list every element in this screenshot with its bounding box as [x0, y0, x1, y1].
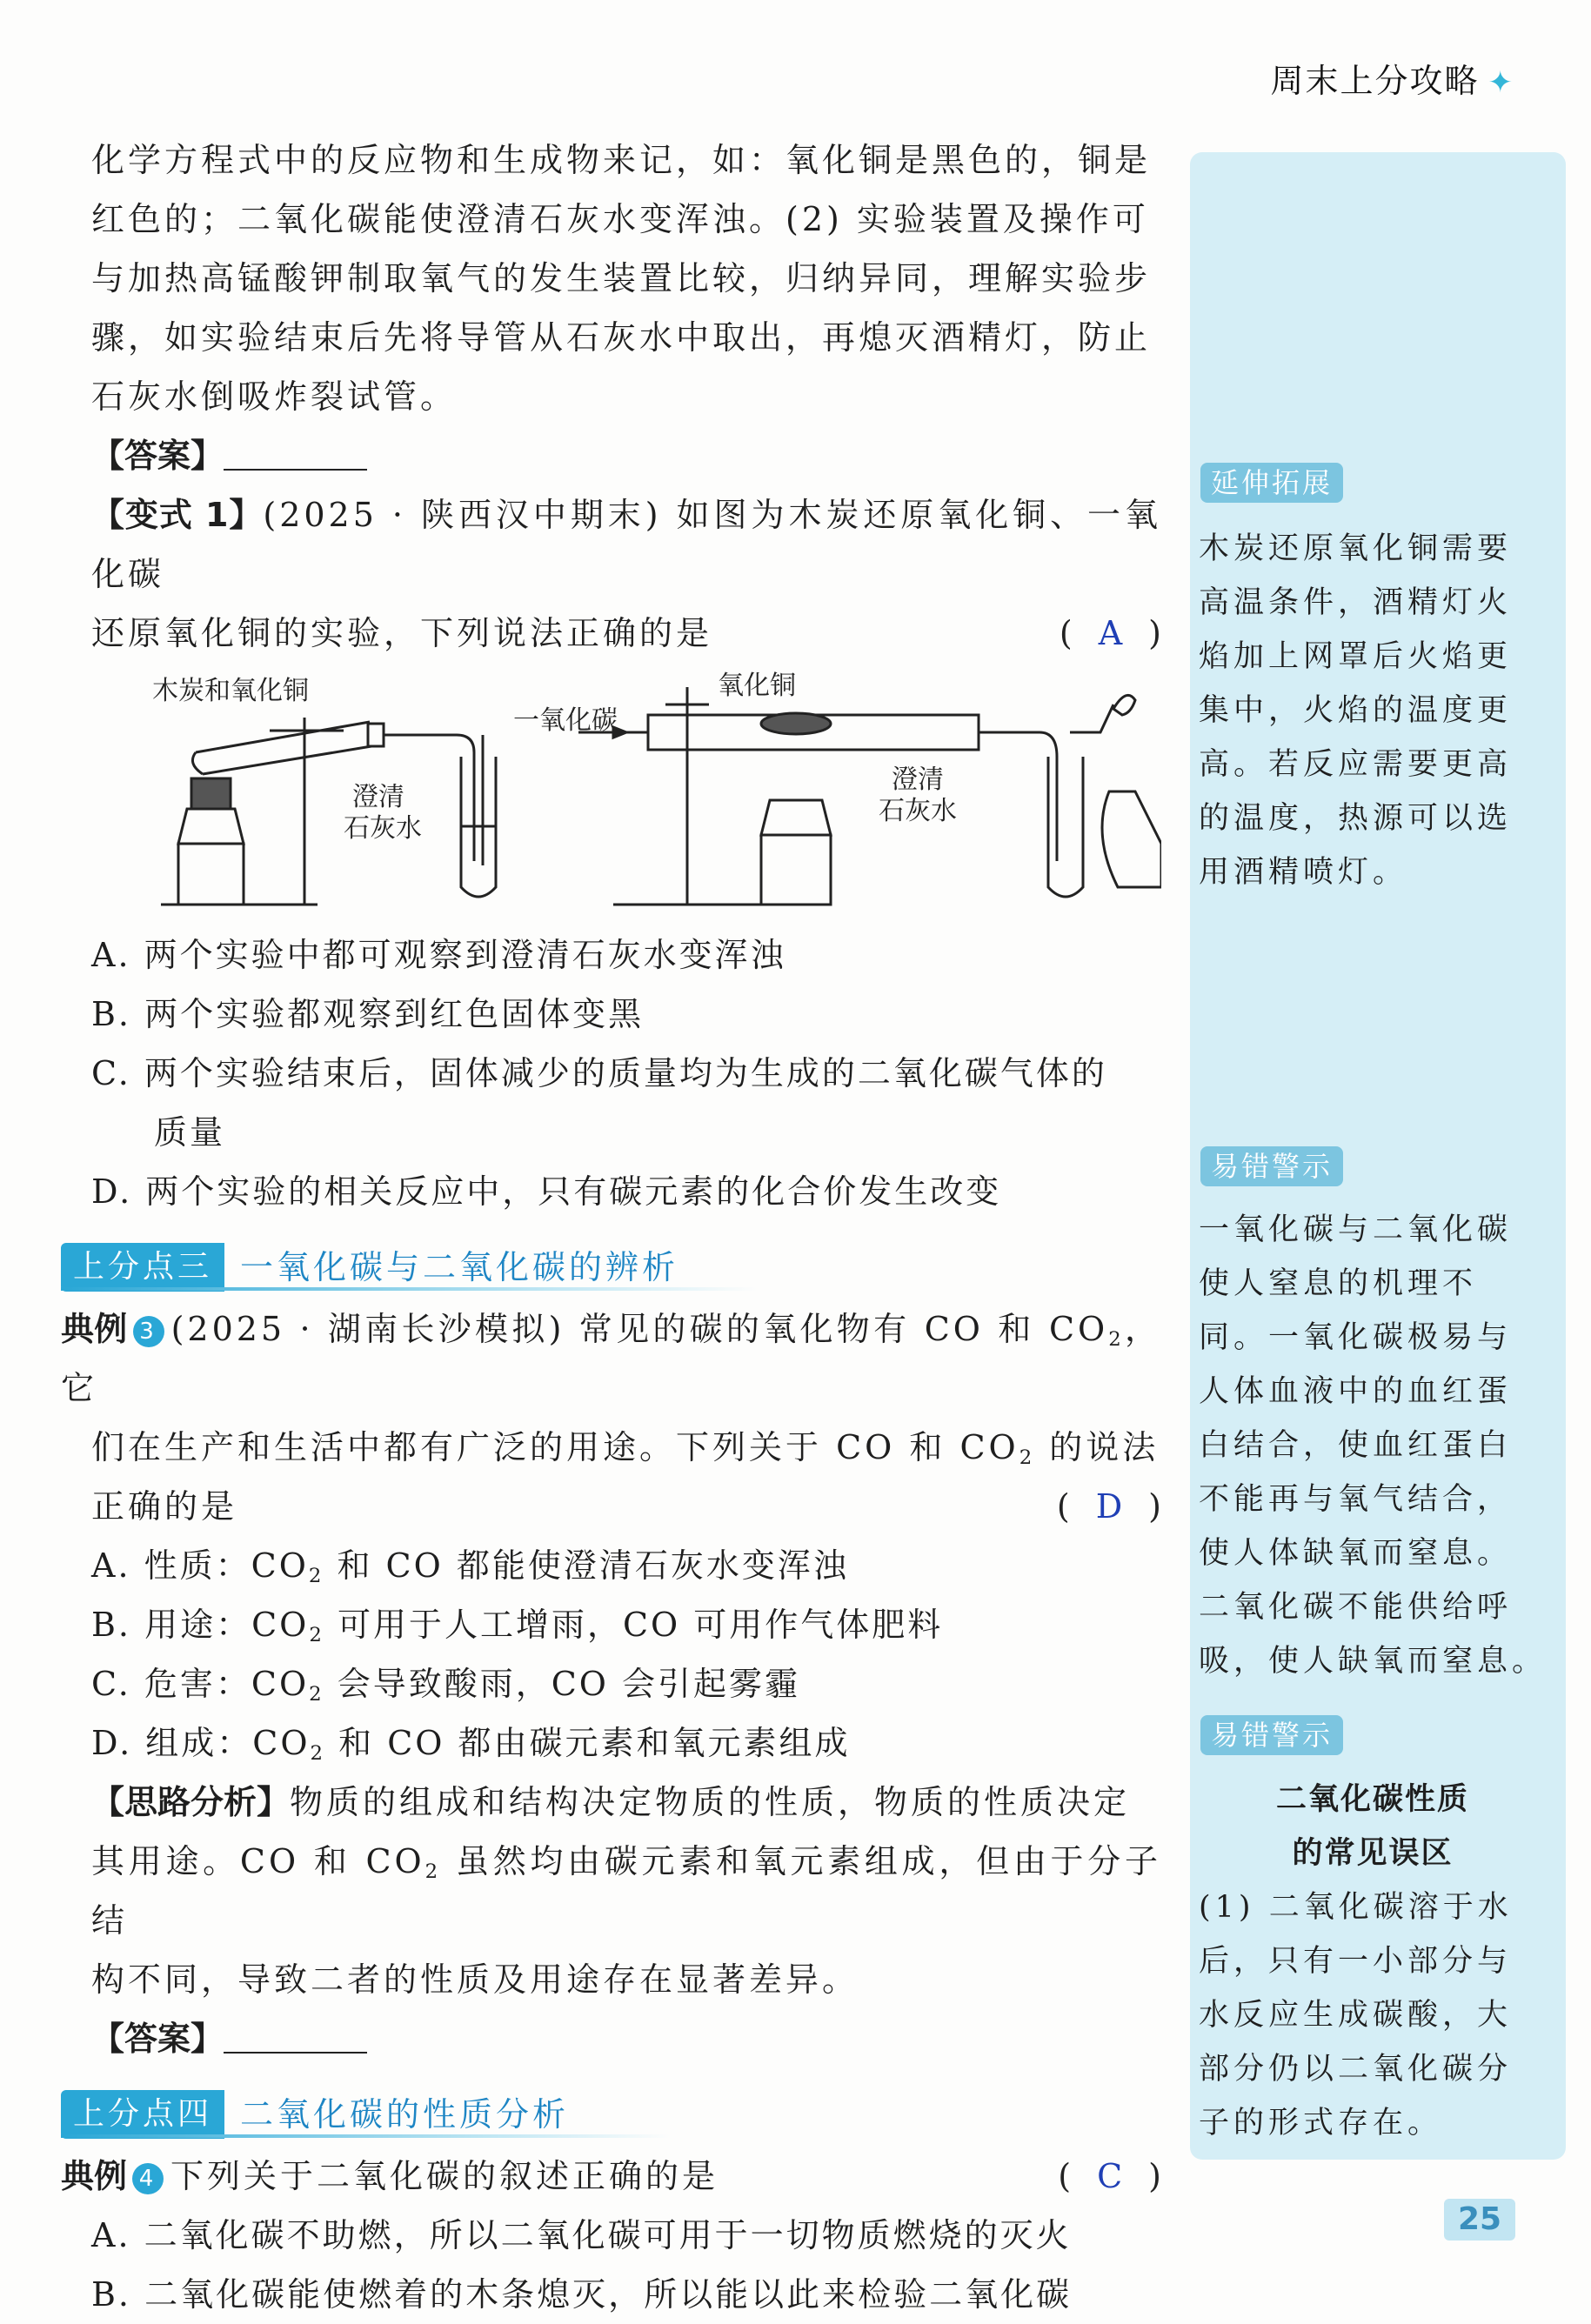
answer-letter: A [1098, 614, 1123, 652]
tag-label: 易错警示 [1200, 1146, 1343, 1186]
page-number: 25 [1444, 2199, 1515, 2241]
sidebar-line: 部分仍以二氧化碳分 [1199, 2052, 1513, 2087]
label-carbon-cuo: 木炭和氧化铜 [152, 676, 309, 706]
sidebar-line: 白结合，使血红蛋白 [1199, 1428, 1513, 1463]
variant-label: 【变式 1】 [91, 496, 264, 534]
intro-line: 红色的；二氧化碳能使澄清石灰水变浑浊。(2) 实验装置及操作可 [91, 200, 1149, 238]
option-text: 组成：CO [145, 1724, 311, 1762]
sidebar-line: 使人体缺氧而窒息。 [1199, 1536, 1513, 1571]
example3-stem [61, 1299, 1161, 1418]
section-underline [61, 2134, 670, 2138]
sidebar-line: 子的形式存在。 [1199, 2106, 1443, 2140]
example-number: 4 [132, 2163, 164, 2194]
option-key: D. [91, 1724, 133, 1762]
sidebar-line: 后，只有一小部分与 [1199, 1944, 1513, 1979]
subscript: 2 [1019, 1446, 1036, 1469]
option-a[interactable] [91, 2206, 1161, 2265]
answer-bracket: ( C ) [1058, 2157, 1161, 2195]
sidebar-line: 木炭还原氧化铜需要 [1199, 531, 1513, 566]
section-tag: 上分点三 [61, 1243, 224, 1292]
label-limewater-1b: 石灰水 [344, 813, 422, 844]
example4-stem [61, 2147, 1161, 2206]
variant1-stem-2 [91, 604, 1161, 663]
answer-letter: C [1097, 2157, 1123, 2195]
apparatus-figure [91, 670, 1161, 922]
answer-blank[interactable] [224, 436, 367, 471]
subscript: 2 [308, 1565, 324, 1587]
section-title: 一氧化碳与二氧化碳的辨析 [240, 1247, 679, 1286]
header-title: 周末上分攻略 [1270, 62, 1480, 100]
analysis-line-1 [91, 1773, 1161, 1832]
example3-stem-3 [91, 1477, 1161, 1536]
label-limewater-1a: 澄清 [352, 782, 404, 812]
option-c[interactable] [91, 1044, 1161, 1103]
section-tag: 上分点四 [61, 2090, 224, 2139]
sidebar-line: 焰加上网罩后火焰更 [1199, 639, 1513, 674]
example-number: 3 [133, 1316, 164, 1347]
option-text: 用途：CO [144, 1606, 310, 1644]
option-text: 二氧化碳能使燃着的木条熄灭，所以能以此来检验二氧化碳 [144, 2275, 1073, 2314]
option-c-cont [91, 1103, 1161, 1162]
example3-stem-2 [91, 1418, 1161, 1477]
sidebar-line: 高。若反应需要更高 [1199, 747, 1513, 782]
subscript: 2 [309, 1624, 324, 1646]
section-title: 二氧化碳的性质分析 [240, 2094, 570, 2134]
analysis-text: 其用途。CO 和 CO [91, 1842, 425, 1880]
subscript: 2 [310, 1742, 326, 1765]
main-content [61, 130, 1161, 2324]
sidebar-line: 二氧化碳不能供给呼 [1199, 1590, 1513, 1625]
example-label: 典例 [61, 2157, 128, 2195]
analysis-line-3: 构不同，导致二者的性质及用途存在显著差异。 [91, 1960, 859, 1999]
option-key: D. [91, 1172, 133, 1211]
analysis-label: 【思路分析】 [91, 1783, 291, 1821]
option-text: 性质：CO [144, 1546, 309, 1585]
label-co: 一氧化碳 [513, 705, 618, 736]
answer-label: 【答案】 [91, 437, 224, 475]
sidebar-line: 的温度，热源可以选 [1199, 801, 1513, 836]
sidebar-line: 高温条件，酒精灯火 [1199, 585, 1513, 620]
sidebar-box-extension [1199, 522, 1547, 899]
stem-text: 们在生产和生活中都有广泛的用途。下列关于 CO 和 CO [91, 1428, 1019, 1466]
option-key: B. [91, 995, 132, 1033]
section-heading-4 [61, 2082, 1161, 2138]
option-d[interactable] [91, 1713, 1161, 1773]
sidebar-line: 使人窒息的机理不 [1199, 1266, 1478, 1301]
intro-line: 与加热高锰酸钾制取氧气的发生装置比较，归纳异同，理解实验步 [91, 259, 1152, 297]
label-limewater-2a: 澄清 [892, 765, 944, 795]
sidebar-line: 不能再与氧气结合， [1199, 1482, 1513, 1517]
stem-text: 下列关于二氧化碳的叙述正确的是 [170, 2157, 719, 2195]
option-text: 危害：CO [144, 1665, 310, 1703]
option-key: A. [91, 2216, 131, 2254]
variant-stem-line1: (2025 · 陕西汉中期末) 如图为木炭还原氧化铜、一氧化碳 [91, 496, 1161, 593]
sidebar-line: 水反应生成碳酸，大 [1199, 1998, 1513, 2033]
variant-stem-line2: 还原氧化铜的实验，下列说法正确的是 [91, 614, 713, 652]
section-heading-3 [61, 1235, 1161, 1291]
subscript: 2 [309, 1683, 324, 1706]
answer-bracket: ( D ) [1056, 1487, 1161, 1526]
sidebar-tag-extension [1200, 463, 1343, 503]
analysis-text: 虽然均由碳元素和氧元素组成，但由于分子结 [91, 1842, 1161, 1940]
sidebar-line: 同。一氧化碳极易与 [1199, 1320, 1513, 1355]
option-text: 会导致酸雨，CO 会引起雾霾 [324, 1665, 801, 1703]
section-underline [61, 1287, 757, 1291]
option-text: 两个实验结束后，固体减少的质量均为生成的二氧化碳气体的 [144, 1054, 1107, 1092]
label-cuo: 氧化铜 [718, 671, 796, 701]
answer-label: 【答案】 [91, 2020, 224, 2058]
example-label: 典例 [61, 1310, 128, 1348]
stem-text: 的说法 [1035, 1428, 1160, 1466]
tag-label: 易错警示 [1200, 1715, 1343, 1755]
option-a[interactable] [91, 1536, 1161, 1595]
option-text: 和 CO 都由碳元素和氧元素组成 [325, 1724, 851, 1762]
sidebar-line: 用酒精喷灯。 [1199, 855, 1408, 890]
option-key: B. [91, 1606, 132, 1644]
answer-bracket: ( A ) [1059, 614, 1161, 652]
option-text: 两个实验都观察到红色固体变黑 [144, 995, 645, 1033]
page-header [1270, 54, 1514, 102]
option-key: B. [91, 2275, 132, 2314]
stem-text: 正确的是 [91, 1487, 238, 1526]
option-text: 质量 [154, 1113, 226, 1152]
option-key: A. [91, 936, 131, 974]
apparatus-drawing [91, 670, 1161, 922]
option-key: A. [91, 1546, 131, 1585]
sidebar-line: 人体血液中的血红蛋 [1199, 1374, 1513, 1409]
answer-row [91, 426, 1161, 485]
intro-line: 骤，如实验结束后先将导管从石灰水中取出，再熄灭酒精灯，防止 [91, 318, 1152, 357]
answer-row [91, 2009, 1161, 2068]
sidebar-line: (1) 二氧化碳溶于水 [1199, 1890, 1513, 1925]
analysis-line-2 [91, 1832, 1161, 1950]
option-key: C. [91, 1665, 131, 1703]
sidebar-tag-warning-2 [1200, 1715, 1343, 1755]
stem-text: ，它 [61, 1310, 1161, 1407]
stem-text: (2025 · 湖南长沙模拟) 常见的碳的氧化物有 CO 和 CO [170, 1310, 1109, 1348]
sidebar-line: 一氧化碳与二氧化碳 [1199, 1212, 1513, 1247]
intro-line: 石灰水倒吸炸裂试管。 [91, 377, 458, 416]
option-text: 可用于人工增雨，CO 可用作气体肥料 [324, 1606, 944, 1644]
option-b[interactable] [91, 985, 1161, 1044]
label-limewater-2b: 石灰水 [879, 796, 957, 826]
answer-letter: D [1095, 1487, 1123, 1526]
sidebar-box-warning-2 [1199, 1773, 1547, 2150]
sidebar-box-warning-1 [1199, 1203, 1547, 1688]
option-key: C. [91, 1054, 131, 1092]
option-text: 两个实验中都可观察到澄清石灰水变浑浊 [144, 936, 786, 974]
analysis-text: 物质的组成和结构决定物质的性质，物质的性质决定 [290, 1783, 1131, 1821]
option-b[interactable] [91, 2265, 1161, 2324]
intro-line: 化学方程式中的反应物和生成物来记，如：氧化铜是黑色的，铜是 [91, 141, 1152, 179]
option-text: 二氧化碳不助燃，所以二氧化碳可用于一切物质燃烧的灭火 [144, 2216, 1072, 2254]
sidebar-line: 集中，火焰的温度更 [1199, 693, 1513, 728]
sidebar-subtitle: 二氧化碳性质 [1275, 1782, 1469, 1817]
subscript: 2 [424, 1860, 442, 1883]
sidebar-tag-warning-1 [1200, 1146, 1343, 1186]
option-text: 和 CO 都能使澄清石灰水变浑浊 [324, 1546, 849, 1585]
option-text: 两个实验的相关反应中，只有碳元素的化合价发生改变 [145, 1172, 1002, 1211]
variant1-stem [91, 485, 1161, 604]
answer-blank[interactable] [224, 2019, 367, 2054]
option-b[interactable] [91, 1595, 1161, 1654]
sidebar-subtitle: 的常见误区 [1292, 1836, 1454, 1871]
subscript: 2 [1108, 1328, 1125, 1351]
star-icon: ✦ [1487, 65, 1514, 100]
tag-label: 延伸拓展 [1200, 463, 1343, 503]
option-c[interactable] [91, 1654, 1161, 1713]
option-a[interactable] [91, 925, 1161, 985]
option-d[interactable] [91, 1162, 1161, 1221]
sidebar-line: 吸，使人缺氧而窒息。 [1199, 1644, 1548, 1679]
